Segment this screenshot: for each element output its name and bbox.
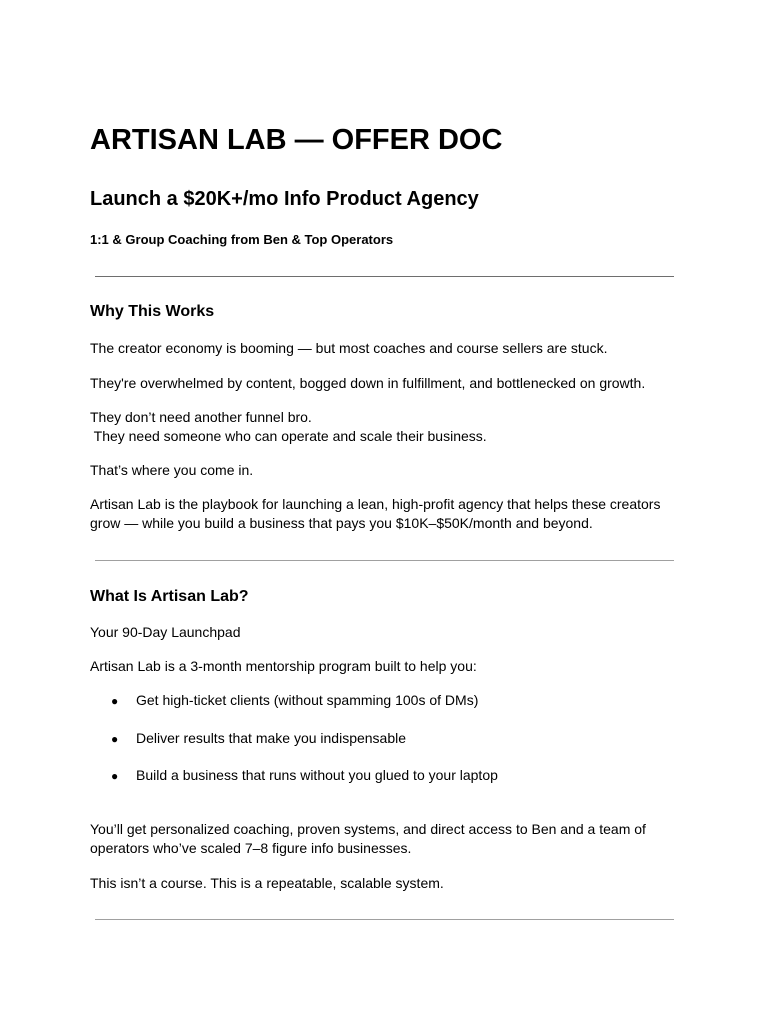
document-subtitle: Launch a $20K+/mo Info Product Agency [90,188,479,210]
why-paragraph-1 [90,339,690,358]
what-paragraph-2-text: Artisan Lab is a 3-month mentorship program built to help you: [90,658,477,674]
why-paragraph-5-line-2: grow — while you build a business that pays you $10K–$50K/month and beyond. [90,515,593,531]
what-paragraph-4-text: This isn’t a course. This is a repeatable, scalable system. [90,875,444,891]
what-paragraph-3 [90,820,690,858]
list-item [111,691,478,711]
list-item [111,766,498,786]
why-paragraph-3 [90,408,690,446]
list-item-text: Build a business that runs without you glued to your laptop [136,767,498,783]
why-section-heading: Why This Works [90,303,215,320]
why-paragraph-2-text: They're overwhelmed by content, bogged down in fulfillment, and bottlenecked on growth. [90,375,646,391]
document-tagline: 1:1 & Group Coaching from Ben & Top Operators [90,232,394,247]
list-item-text: Get high-ticket clients (without spamming 100s of DMs) [136,692,479,708]
why-paragraph-4-text: That’s where you come in. [90,462,254,478]
list-item-text: Deliver results that make you indispensable [136,730,407,746]
what-paragraph-2 [90,657,690,676]
what-paragraph-3-line-1: You’ll get personalized coaching, proven systems, and direct access to Ben and a team of [90,821,646,837]
what-paragraph-3-line-2: operators who’ve scaled 7–8 figure info businesses. [90,840,412,856]
why-paragraph-5 [90,495,690,533]
bullet-icon: ● [111,769,119,783]
why-paragraph-1-text: The creator economy is booming — but most coaches and course sellers are stuck. [90,340,608,356]
what-paragraph-1-text: Your 90-Day Launchpad [90,624,241,640]
bullet-icon: ● [111,732,119,746]
why-paragraph-5-line-1: Artisan Lab is the playbook for launching a lean, high-profit agency that helps these creators [90,496,661,512]
what-paragraph-4 [90,874,690,893]
section-divider [95,276,674,277]
document-title: ARTISAN LAB — OFFER DOC [90,124,503,156]
why-paragraph-3-line-1: They don’t need another funnel bro. [90,409,312,425]
bullet-icon: ● [111,694,119,708]
what-section-heading: What Is Artisan Lab? [90,588,249,605]
why-paragraph-2 [90,374,690,393]
why-paragraph-4 [90,461,690,480]
list-item [111,729,406,749]
section-divider [95,560,674,561]
section-divider [95,919,674,920]
what-paragraph-1 [90,623,690,642]
why-paragraph-3-line-2: They need someone who can operate and scale their business. [90,428,487,444]
